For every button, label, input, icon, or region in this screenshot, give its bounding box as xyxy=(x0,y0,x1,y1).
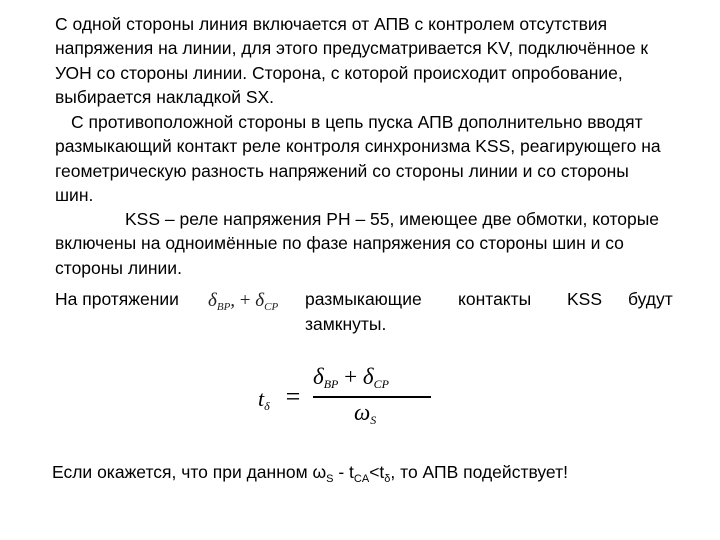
formula-denominator xyxy=(354,400,376,428)
den-omega: ω xyxy=(354,400,371,425)
conclusion-sub-delta: δ xyxy=(384,473,391,485)
delta-symbol: δ xyxy=(255,290,265,311)
delta-symbol: δ xyxy=(208,290,217,311)
paragraph-synchro-contact: С противоположной стороны в цепь пуска АПВ дополнительно вводят размыкающий контакт реле контроля синхронизма KSS, реагирующего на геометрическую разность напряжений со стороны линии и со стороны шин. xyxy=(55,112,661,206)
plus-symbol: + xyxy=(239,290,251,311)
word-zamknuty: замкнуты. xyxy=(305,314,387,334)
conclusion-sub-s: S xyxy=(326,473,334,485)
num-plus: + xyxy=(344,364,358,389)
conclusion-after: , то АПВ подействует! xyxy=(390,462,568,482)
num-delta-1: δ xyxy=(313,364,324,389)
num-delta-2: δ xyxy=(362,364,374,389)
paragraph-kv-check: С одной стороны линия включается от АПВ с контролем отсутствия напряжения на линии, для этого предусматривается KV, подключённое к УОН со стороны линии. Сторона, с которой происходит опробование, выбирается накладкой SX. xyxy=(55,14,649,108)
num-sub-bp: BP xyxy=(323,377,339,391)
lhs-sub-delta: δ xyxy=(264,399,270,413)
den-sub-s: S xyxy=(370,413,377,427)
formula-lhs xyxy=(258,386,270,414)
formula-numerator xyxy=(313,364,389,392)
conclusion-middle2: <t xyxy=(369,462,385,482)
inline-angle-formula xyxy=(208,290,278,313)
sub-cp: CP xyxy=(264,301,279,313)
conclusion-before: Если окажется, что при данном ω xyxy=(52,462,327,482)
comma-symbol: , xyxy=(230,290,236,311)
num-sub-cp: CP xyxy=(373,377,389,391)
conclusion-text xyxy=(52,460,568,491)
conclusion-middle1: - t xyxy=(333,462,354,482)
sub-bp: BP xyxy=(216,301,231,313)
word-kss: KSS xyxy=(567,289,603,309)
range-label: На протяжении xyxy=(55,289,179,309)
lhs-t: t xyxy=(258,386,265,411)
equals-sign: = xyxy=(284,382,302,411)
time-formula xyxy=(258,364,428,434)
paragraph-kss-relay: KSS – реле напряжения РН – 55, имеющее две обмотки, которые включены на одноимённые по фазе напряжения со стороны шин и со стороны линии. xyxy=(55,209,660,278)
fraction-bar xyxy=(313,396,431,398)
word-budut: будут xyxy=(628,289,673,309)
word-kontakty: контакты xyxy=(458,289,532,309)
word-razmykayushchie: размыкающие xyxy=(305,289,422,309)
conclusion-sub-ca: CA xyxy=(353,473,370,485)
